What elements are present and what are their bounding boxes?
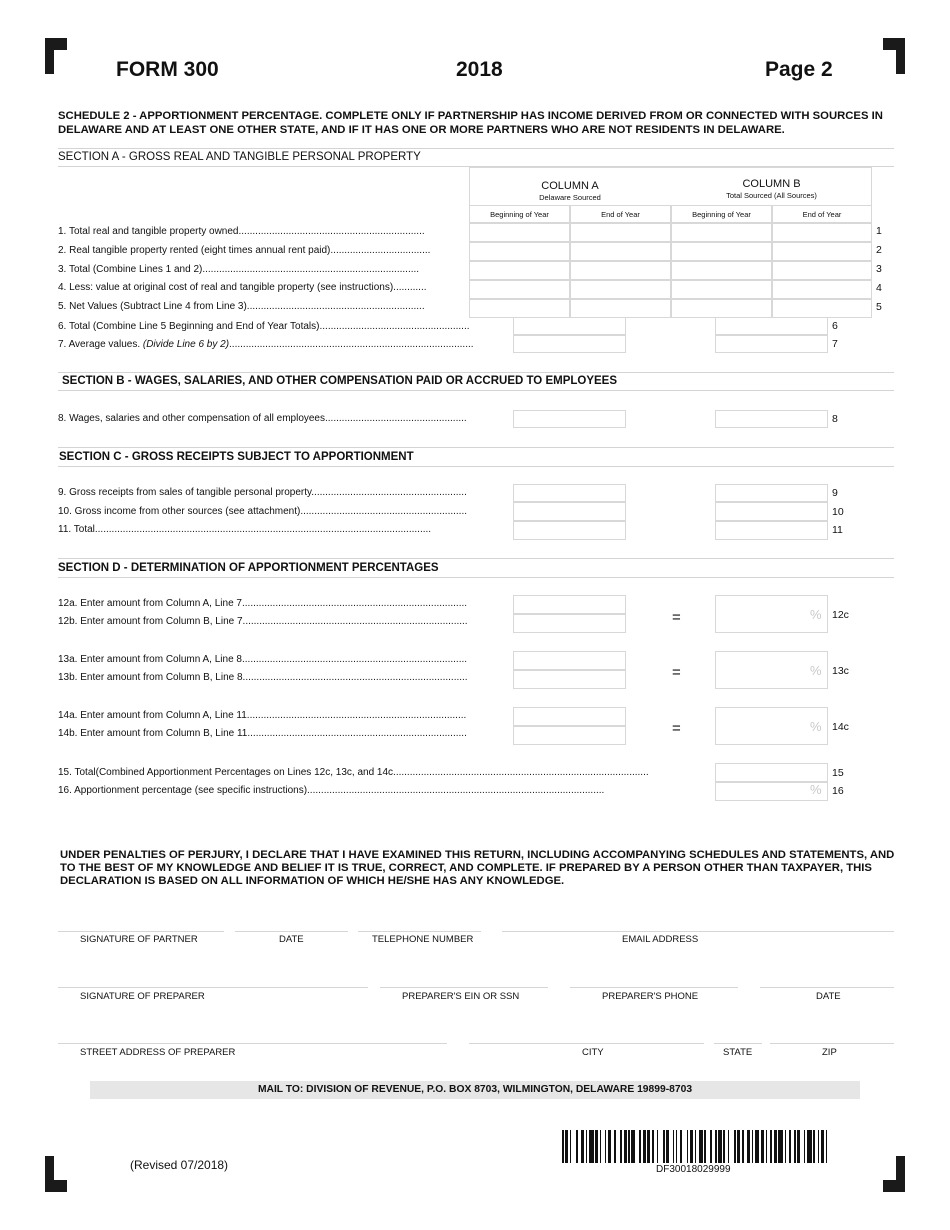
equals-sign: = [672, 720, 681, 737]
line-9-label: 9. Gross receipts from sales of tangible personal property........................................................ [58, 487, 467, 498]
column-a-header: COLUMN A Delaware Sourced [539, 180, 601, 202]
line-3-a-end-input[interactable] [570, 261, 671, 280]
line-15-input[interactable] [715, 763, 828, 782]
corner-mark-top-right [883, 38, 905, 74]
line-6-a-input[interactable] [513, 317, 626, 335]
corner-mark-bottom-right [883, 1156, 905, 1192]
line-1-number: 1 [876, 225, 882, 237]
line-2-b-begin-input[interactable] [671, 242, 772, 261]
line-12a-label: 12a. Enter amount from Column A, Line 7................................................................................. [58, 598, 468, 609]
line-3-number: 3 [876, 263, 882, 275]
line-4-b-begin-input[interactable] [671, 280, 772, 299]
line-9-b-input[interactable] [715, 484, 828, 502]
line-5-number: 5 [876, 301, 882, 313]
line-13a-input[interactable] [513, 651, 626, 670]
line-3-label: 3. Total (Combine Lines 1 and 2).............................................................................. [58, 264, 420, 275]
line-11-label: 11. Total......................................................................................................................... [58, 524, 432, 535]
line-14b-input[interactable] [513, 726, 626, 745]
line-9-a-input[interactable] [513, 484, 626, 502]
preparer-phone-field[interactable]: PREPARER'S PHONE [602, 991, 699, 1002]
line-13b-input[interactable] [513, 670, 626, 689]
revised-date: (Revised 07/2018) [130, 1158, 229, 1172]
line-13a-label: 13a. Enter amount from Column A, Line 8................................................................................. [58, 654, 468, 665]
corner-mark-top-left [45, 38, 67, 74]
line-12b-label: 12b. Enter amount from Column B, Line 7................................................................................. [58, 616, 468, 627]
street-address-field[interactable]: STREET ADDRESS OF PREPARER [80, 1047, 236, 1058]
line-10-label: 10. Gross income from other sources (see attachment)............................................................ [58, 506, 468, 517]
form-year: 2018 [456, 58, 503, 81]
preparer-ein-field[interactable]: PREPARER'S EIN OR SSN [402, 991, 520, 1002]
section-a-title: SECTION A - GROSS REAL AND TANGIBLE PERSONAL PROPERTY [58, 151, 421, 163]
line-4-a-end-input[interactable] [570, 280, 671, 299]
line-1-label: 1. Total real and tangible property owned................................................................... [58, 226, 425, 237]
line-5-b-begin-input[interactable] [671, 299, 772, 318]
signature-of-preparer-field[interactable]: SIGNATURE OF PREPARER [80, 991, 205, 1002]
line-12b-input[interactable] [513, 614, 626, 633]
line-6-number: 6 [832, 320, 838, 332]
line-12c-number: 12c [832, 609, 849, 621]
barcode-image [562, 1130, 830, 1163]
preparer-date-field[interactable]: DATE [816, 991, 841, 1002]
email-field[interactable]: EMAIL ADDRESS [622, 934, 699, 945]
line-1-b-end-input[interactable] [772, 223, 872, 242]
line-11-b-input[interactable] [715, 521, 828, 540]
line-8-b-input[interactable] [715, 410, 828, 428]
line-5-a-end-input[interactable] [570, 299, 671, 318]
city-field[interactable]: CITY [582, 1047, 604, 1058]
line-16-label: 16. Apportionment percentage (see specific instructions)........................................................................................................... [58, 785, 605, 796]
line-2-b-end-input[interactable] [772, 242, 872, 261]
column-b-header: COLUMN B Total Sourced (All Sources) [726, 178, 817, 200]
line-7-a-input[interactable] [513, 335, 626, 353]
percent-sign: % [810, 782, 822, 797]
equals-sign: = [672, 609, 681, 626]
line-14a-label: 14a. Enter amount from Column A, Line 11............................................................................... [58, 710, 467, 721]
subhead-a-begin: Beginning of Year [490, 210, 549, 219]
line-3-b-begin-input[interactable] [671, 261, 772, 280]
corner-mark-bottom-left [45, 1156, 67, 1192]
line-1-b-begin-input[interactable] [671, 223, 772, 242]
mail-to-address: MAIL TO: DIVISION OF REVENUE, P.O. BOX 8703, WILMINGTON, DELAWARE 19899-8703 [90, 1081, 860, 1099]
line-4-a-begin-input[interactable] [469, 280, 570, 299]
section-b-title: SECTION B - WAGES, SALARIES, AND OTHER COMPENSATION PAID OR ACCRUED TO EMPLOYEES [62, 375, 618, 387]
form-title: FORM 300 [116, 58, 219, 81]
line-3-b-end-input[interactable] [772, 261, 872, 280]
line-1-a-begin-input[interactable] [469, 223, 570, 242]
line-8-number: 8 [832, 413, 838, 425]
line-3-a-begin-input[interactable] [469, 261, 570, 280]
subhead-a-end: End of Year [601, 210, 640, 219]
line-11-number: 11 [832, 524, 843, 536]
percent-sign: % [810, 607, 822, 622]
line-13b-label: 13b. Enter amount from Column B, Line 8................................................................................. [58, 672, 468, 683]
line-7-b-input[interactable] [715, 335, 828, 353]
line-12a-input[interactable] [513, 595, 626, 614]
line-6-b-input[interactable] [715, 317, 828, 335]
line-9-number: 9 [832, 487, 838, 499]
section-d-title: SECTION D - DETERMINATION OF APPORTIONMENT PERCENTAGES [58, 562, 439, 574]
line-1-a-end-input[interactable] [570, 223, 671, 242]
line-10-a-input[interactable] [513, 502, 626, 521]
line-10-number: 10 [832, 506, 844, 518]
line-2-number: 2 [876, 244, 882, 256]
line-15-number: 15 [832, 767, 844, 779]
line-14b-label: 14b. Enter amount from Column B, Line 11............................................................................... [58, 728, 467, 739]
line-11-a-input[interactable] [513, 521, 626, 540]
line-4-label: 4. Less: value at original cost of real and tangible property (see instructions)............ [58, 282, 427, 293]
percent-sign: % [810, 719, 822, 734]
line-8-label: 8. Wages, salaries and other compensation of all employees................................................... [58, 413, 467, 424]
subhead-b-end: End of Year [802, 210, 842, 219]
telephone-field[interactable]: TELEPHONE NUMBER [372, 934, 474, 945]
percent-sign: % [810, 663, 822, 678]
line-4-b-end-input[interactable] [772, 280, 872, 299]
state-field[interactable]: STATE [723, 1047, 753, 1058]
line-5-label: 5. Net Values (Subtract Line 4 from Line 3)................................................................ [58, 301, 425, 312]
date-field[interactable]: DATE [279, 934, 304, 945]
line-5-b-end-input[interactable] [772, 299, 872, 318]
line-7-label: 7. Average values. (Divide Line 6 by 2)........................................................................................ [58, 339, 474, 350]
line-2-label: 2. Real tangible property rented (eight times annual rent paid).................................... [58, 245, 431, 256]
line-2-a-end-input[interactable] [570, 242, 671, 261]
schedule-title: SCHEDULE 2 - APPORTIONMENT PERCENTAGE. COMPLETE ONLY IF PARTNERSHIP HAS INCOME DERIVED FROM OR CONNECTED WITH SOURCES IN DELAWARE AND AT LEAST ONE OTHER STATE, AND IF IT HAS ONE OR MORE PARTNERS WHO ARE NOT RESIDENTS IN DELAWARE. [58, 110, 883, 136]
line-2-a-begin-input[interactable] [469, 242, 570, 261]
signature-of-partner-field[interactable]: SIGNATURE OF PARTNER [80, 934, 198, 945]
line-10-b-input[interactable] [715, 502, 828, 521]
line-14c-number: 14c [832, 721, 849, 733]
line-13c-number: 13c [832, 665, 849, 677]
perjury-declaration: UNDER PENALTIES OF PERJURY, I DECLARE THAT I HAVE EXAMINED THIS RETURN, INCLUDING ACCOMPANYING SCHEDULES AND STATEMENTS, AND TO THE BEST OF MY KNOWLEDGE AND BELIEF IT IS TRUE, CORRECT, AND COMPLETE. IF PREPARED BY A PERSON OTHER THAN TAXPAYER, THIS DECLARATION IS BASED ON ALL INFORMATION OF WHICH HE/SHE HAS ANY KNOWLEDGE. [60, 849, 895, 887]
section-c-title: SECTION C - GROSS RECEIPTS SUBJECT TO APPORTIONMENT [59, 451, 414, 463]
line-15-label: 15. Total(Combined Apportionment Percentages on Lines 12c, 13c, and 14c............................................................................................ [58, 767, 649, 778]
equals-sign: = [672, 664, 681, 681]
line-7-number: 7 [832, 338, 838, 350]
line-5-a-begin-input[interactable] [469, 299, 570, 318]
page-number: Page 2 [765, 58, 833, 81]
zip-field[interactable]: ZIP [822, 1047, 837, 1058]
line-14a-input[interactable] [513, 707, 626, 726]
line-16-number: 16 [832, 785, 844, 797]
barcode-number: DF30018029999 [656, 1164, 731, 1175]
line-8-a-input[interactable] [513, 410, 626, 428]
subhead-b-begin: Beginning of Year [692, 210, 751, 219]
line-4-number: 4 [876, 282, 882, 294]
line-6-label: 6. Total (Combine Line 5 Beginning and End of Year Totals)...................................................... [58, 321, 470, 332]
